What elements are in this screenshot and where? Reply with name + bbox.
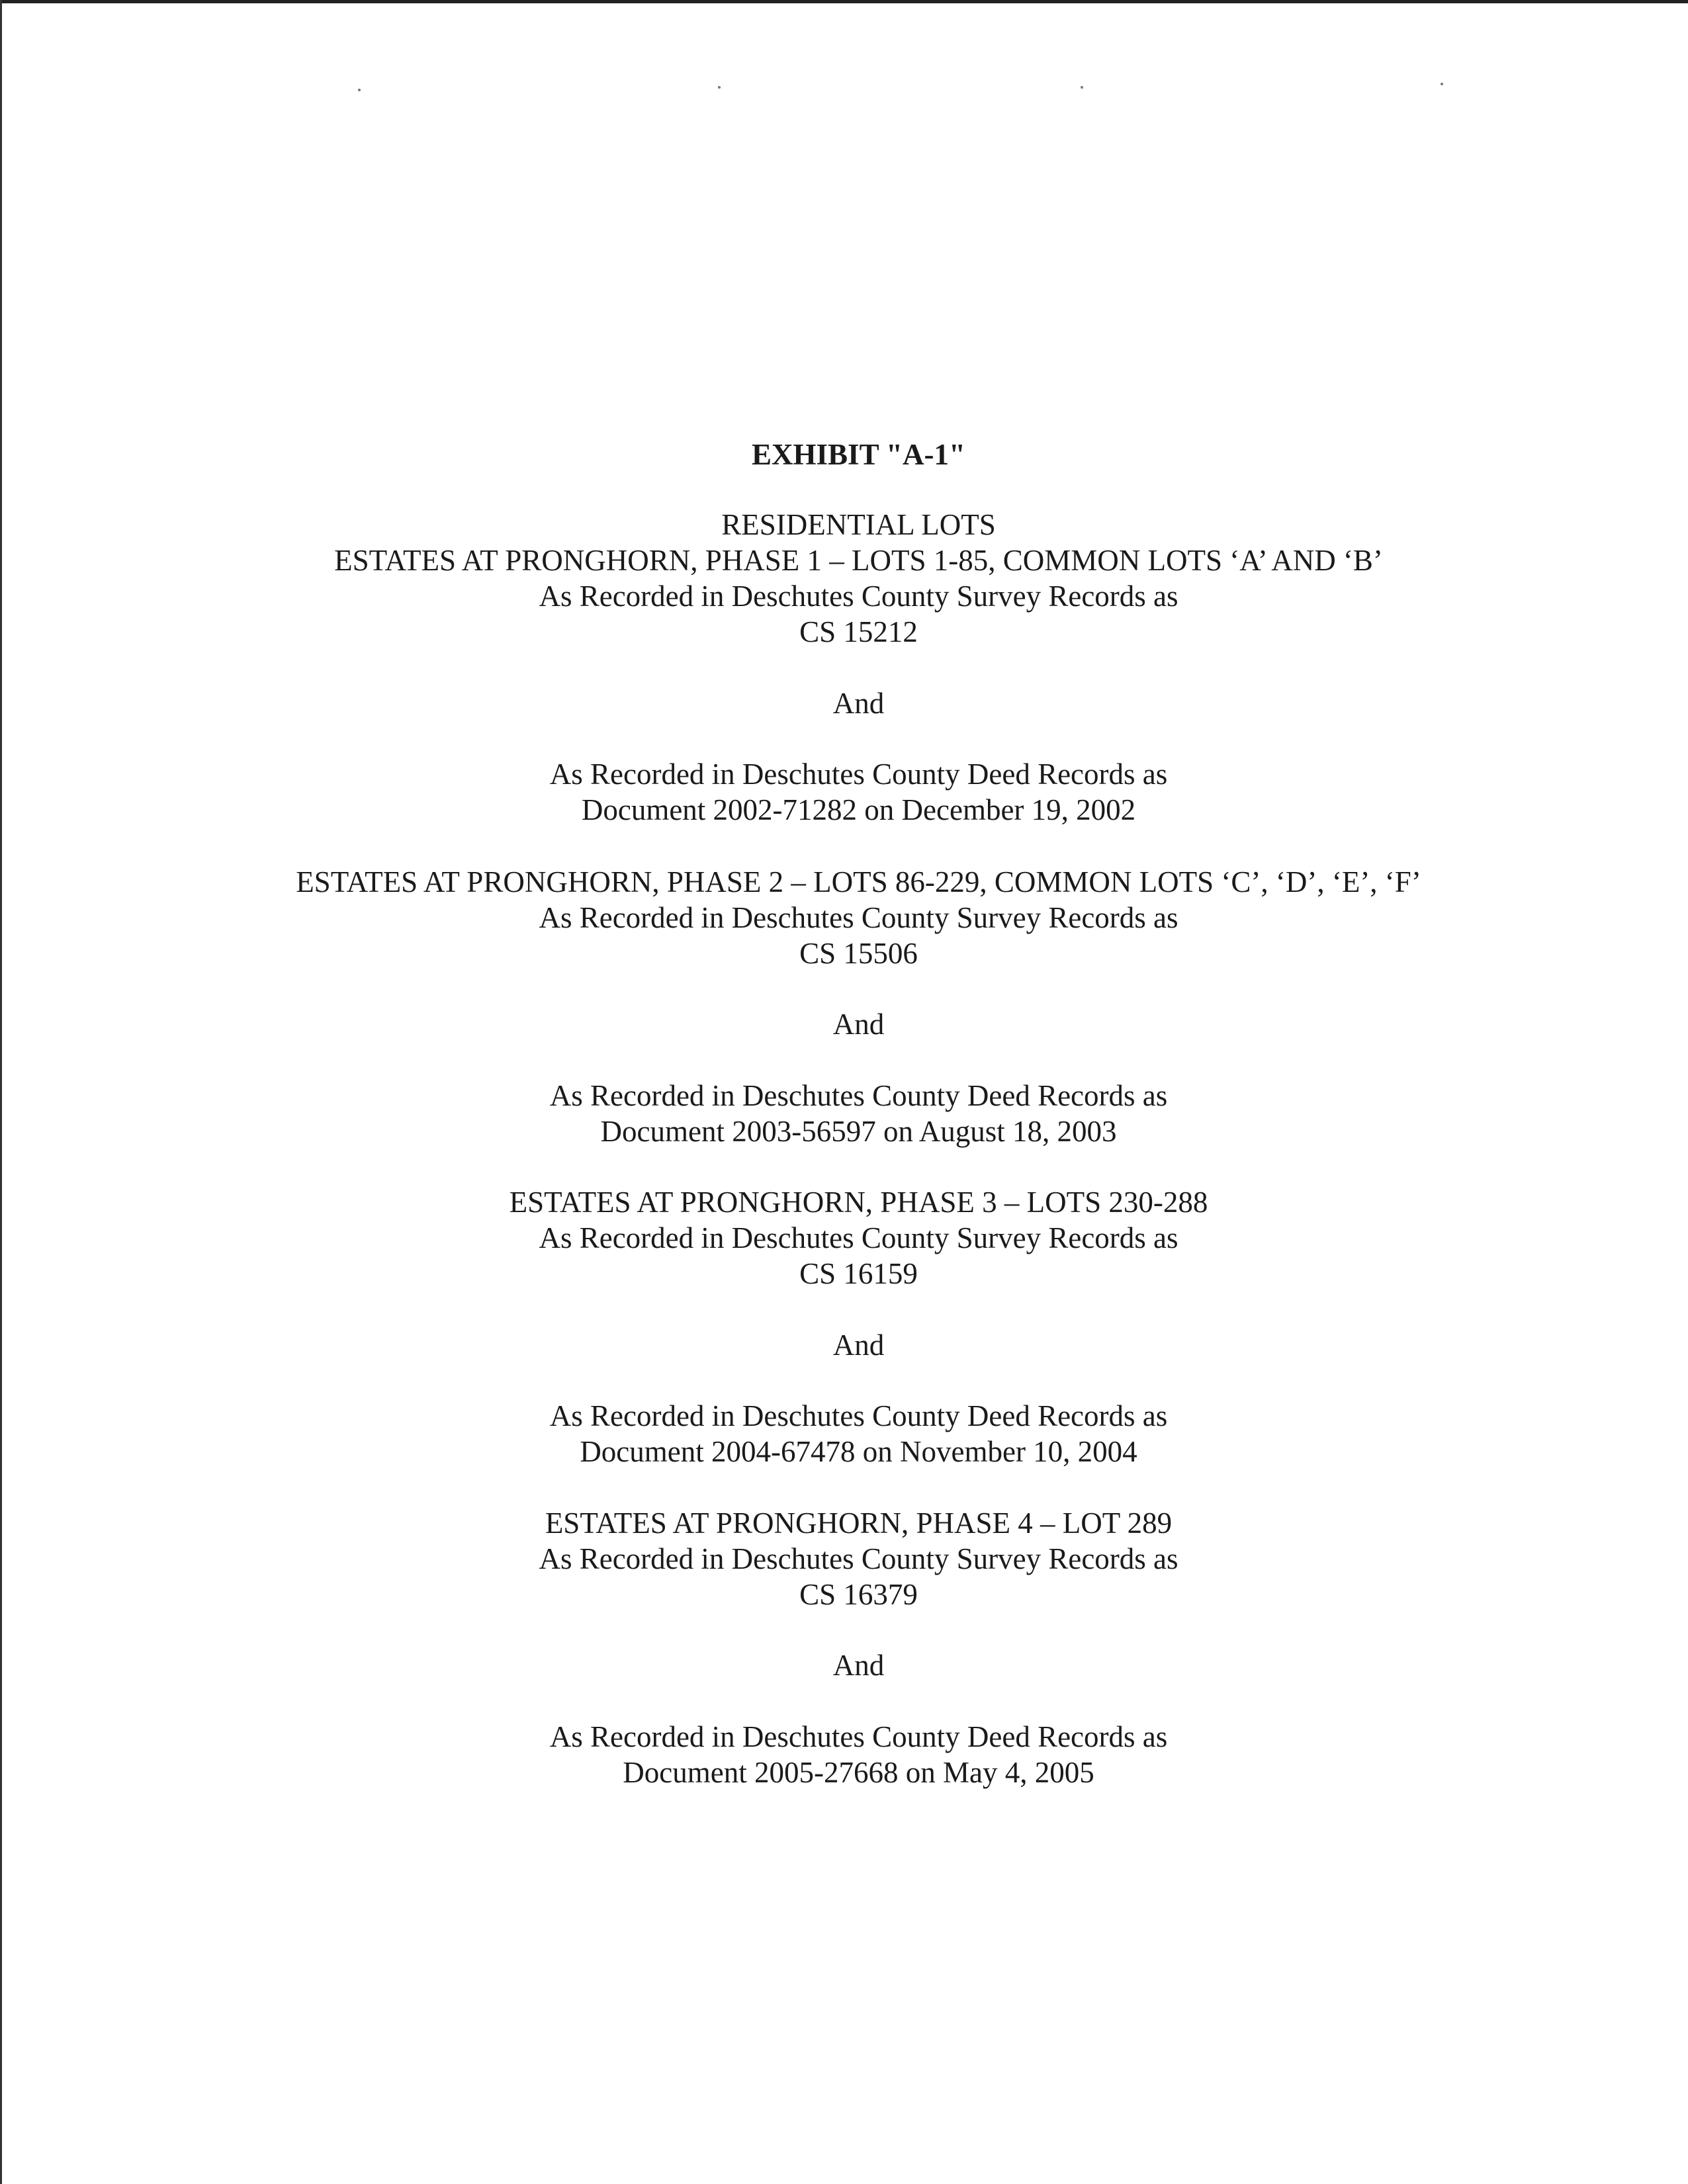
deed-records-line: As Recorded in Deschutes County Deed Records as xyxy=(549,1399,1168,1432)
and-connector-1 xyxy=(199,685,1519,721)
scan-speck xyxy=(718,86,721,89)
document-number-line: Document 2004-67478 on November 10, 2004 xyxy=(580,1435,1137,1468)
and-text: And xyxy=(832,1649,885,1682)
phase-title: ESTATES AT PRONGHORN, PHASE 4 – LOT 289 xyxy=(545,1507,1173,1540)
deed-records-line: As Recorded in Deschutes County Deed Records as xyxy=(549,758,1168,791)
scan-left-edge xyxy=(0,0,2,2184)
deed-records-line: As Recorded in Deschutes County Deed Records as xyxy=(549,1720,1168,1753)
deed-records-4 xyxy=(199,1719,1519,1790)
survey-records-line: As Recorded in Deschutes County Survey Records as xyxy=(539,1221,1178,1254)
and-connector-4 xyxy=(199,1647,1519,1683)
and-connector-3 xyxy=(199,1327,1519,1363)
and-connector-2 xyxy=(199,1006,1519,1042)
phase-3-block xyxy=(199,1184,1519,1291)
deed-records-2 xyxy=(199,1078,1519,1149)
scan-speck xyxy=(358,89,361,91)
document-number-line: Document 2002-71282 on December 19, 2002 xyxy=(581,793,1136,826)
survey-records-line: As Recorded in Deschutes County Survey Records as xyxy=(539,1542,1178,1575)
cs-number: CS 16379 xyxy=(799,1578,918,1611)
cs-number: CS 15212 xyxy=(799,615,918,648)
and-text: And xyxy=(832,1329,885,1362)
phase-1-block xyxy=(199,507,1519,650)
phase-title: ESTATES AT PRONGHORN, PHASE 2 – LOTS 86-229, COMMON LOTS ‘C’, ‘D’, ‘E’, ‘F’ xyxy=(296,865,1421,898)
phase-title: ESTATES AT PRONGHORN, PHASE 1 – LOTS 1-85, COMMON LOTS ‘A’ AND ‘B’ xyxy=(334,544,1383,577)
residential-lots-heading: RESIDENTIAL LOTS xyxy=(721,508,996,541)
phase-2-block xyxy=(199,864,1519,971)
and-text: And xyxy=(832,1008,885,1041)
phase-title: ESTATES AT PRONGHORN, PHASE 3 – LOTS 230-288 xyxy=(509,1186,1208,1219)
phase-4-block xyxy=(199,1505,1519,1612)
scan-speck xyxy=(1441,83,1443,85)
survey-records-line: As Recorded in Deschutes County Survey Records as xyxy=(539,580,1178,613)
cs-number: CS 15506 xyxy=(799,937,918,970)
exhibit-title: EXHIBIT "A-1" xyxy=(752,438,965,471)
survey-records-line: As Recorded in Deschutes County Survey Records as xyxy=(539,901,1178,934)
and-text: And xyxy=(832,687,885,720)
deed-records-line: As Recorded in Deschutes County Deed Records as xyxy=(549,1079,1168,1112)
document-number-line: Document 2005-27668 on May 4, 2005 xyxy=(623,1756,1094,1789)
cs-number: CS 16159 xyxy=(799,1257,918,1290)
document-number-line: Document 2003-56597 on August 18, 2003 xyxy=(600,1115,1117,1148)
deed-records-1 xyxy=(199,756,1519,828)
scan-speck xyxy=(1081,86,1083,89)
scan-top-edge xyxy=(0,0,1688,3)
deed-records-3 xyxy=(199,1398,1519,1469)
